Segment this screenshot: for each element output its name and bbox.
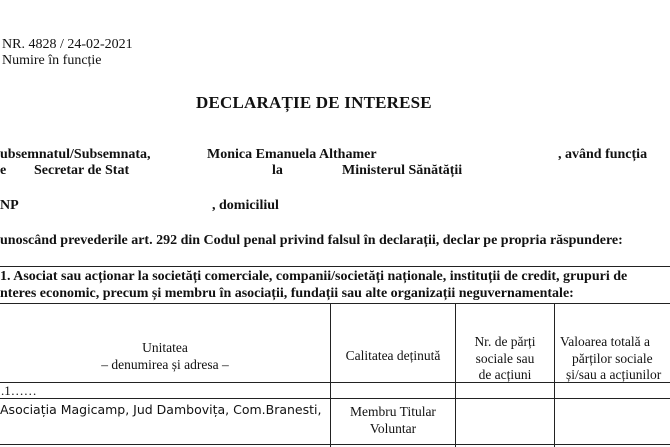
table-row-divider [0, 398, 670, 399]
subsemnatul-label: ubsemnatul/Subsemnata, [0, 147, 151, 162]
section-1-title-line1: 1. Asociat sau acționar la societăți comerciale, companii/societăți naționale, instituții de credit, grupuri de [0, 269, 628, 284]
header-denumirea: – denumirea și adresa – [101, 357, 229, 372]
table-cell-unitatea: Asociația Magicamp, Jud Dambovița, Com.Branesti, [0, 402, 322, 417]
row-index: .1…… [1, 383, 37, 398]
domiciliu-label: , domiciliul [212, 198, 279, 213]
la-label: la [272, 163, 283, 178]
header-valoarea-1: Valoarea totală a [560, 334, 650, 349]
section-1-title-line2: nteres economic, precum și membru în asociații, fundații sau alte organizații neguvernamentale: [0, 286, 574, 301]
header-nr-parti-3: de acțiuni [478, 367, 532, 382]
table-cell-calitatea-1: Membru Titular [350, 404, 436, 419]
function-value: Secretar de Stat [34, 163, 130, 178]
de-label: e [0, 163, 7, 178]
document-reference: NR. 4828 / 24-02-2021 [2, 37, 133, 52]
section-bottom-rule [0, 303, 670, 304]
cnp-label: NP [0, 198, 19, 213]
header-nr-parti-2: sociale sau [475, 351, 535, 366]
table-row-divider [0, 444, 670, 445]
table-col-divider [554, 303, 555, 447]
section-top-rule [0, 266, 670, 267]
table-cell-calitatea-2: Voluntar [369, 421, 417, 436]
header-valoarea-2: părților sociale [572, 351, 653, 366]
header-nr-parti-1: Nr. de părți [474, 334, 536, 349]
appointment-note: Numire în funcție [2, 53, 102, 68]
header-calitatea: Calitatea deținută [345, 348, 441, 363]
declarant-name: Monica Emanuela Althamer [207, 147, 377, 162]
page-title: DECLARAȚIE DE INTERESE [196, 93, 432, 112]
header-valoarea-3: și/sau a acțiunilor [566, 367, 662, 382]
institution-value: Ministerul Sănătății [342, 163, 463, 178]
function-label: , având funcția [558, 147, 648, 162]
header-unitatea: Unitatea [142, 340, 188, 355]
legal-statement: unoscând prevederile art. 292 din Codul penal privind falsul în declarații, declar pe propria răspundere: [0, 233, 623, 248]
